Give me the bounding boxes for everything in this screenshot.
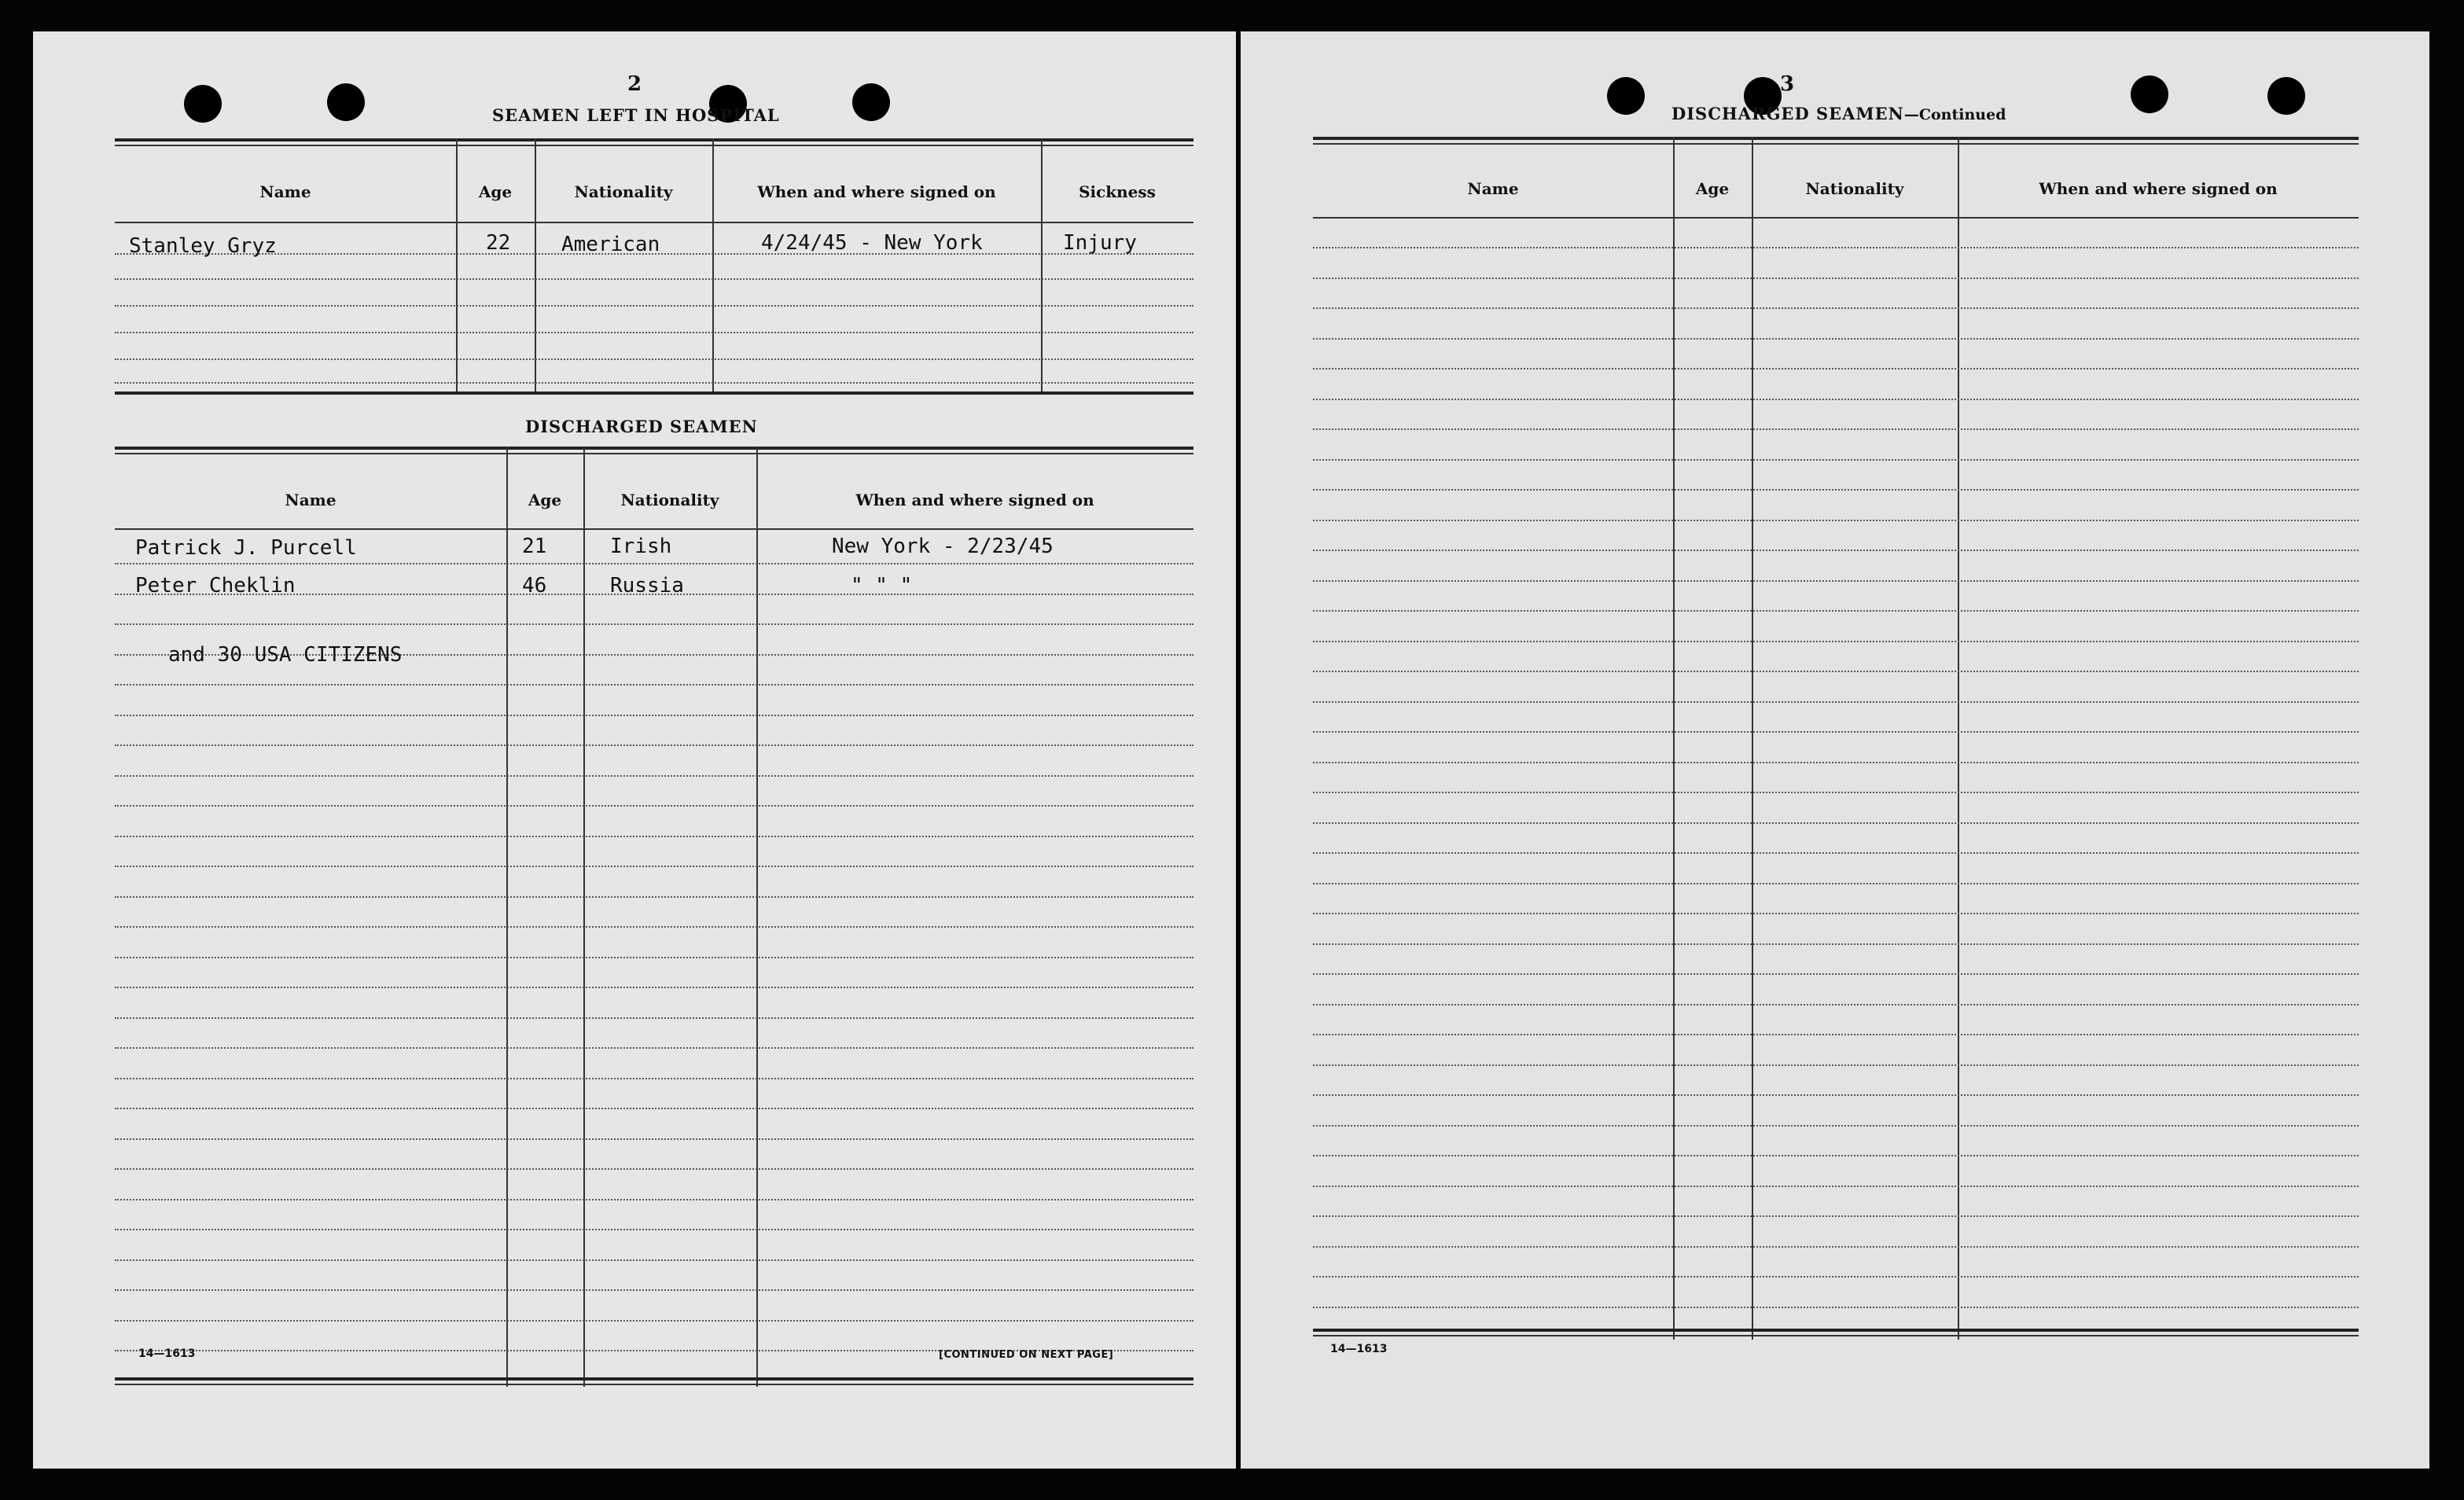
header-divider bbox=[115, 528, 1193, 530]
punch-hole bbox=[2267, 77, 2305, 115]
header-nationality: Nationality bbox=[1805, 179, 1904, 198]
row-line bbox=[115, 1199, 1193, 1200]
header-nationality: Nationality bbox=[620, 491, 719, 509]
row-line bbox=[115, 1108, 1193, 1109]
column-divider bbox=[456, 138, 458, 395]
header-nationality: Nationality bbox=[574, 182, 673, 201]
table-bottom-rule bbox=[115, 1377, 1193, 1381]
row-line bbox=[1313, 701, 2359, 703]
row-line bbox=[1313, 1064, 2359, 1066]
discharged-row-signed-on: New York - 2/23/45 bbox=[832, 535, 1054, 558]
row-line bbox=[115, 684, 1193, 686]
row-line bbox=[1313, 399, 2359, 400]
right-page bbox=[1241, 31, 2429, 1469]
row-line bbox=[115, 744, 1193, 746]
row-line bbox=[115, 987, 1193, 988]
header-age: Age bbox=[1695, 179, 1730, 198]
row-line bbox=[1313, 550, 2359, 551]
row-line bbox=[1313, 943, 2359, 945]
column-divider bbox=[583, 447, 585, 1387]
row-line bbox=[115, 926, 1193, 928]
hospital-row-age: 22 bbox=[486, 231, 511, 255]
punch-hole bbox=[1607, 77, 1645, 115]
row-line bbox=[115, 805, 1193, 807]
row-line bbox=[1313, 368, 2359, 369]
row-line bbox=[115, 1229, 1193, 1230]
row-line bbox=[1313, 1125, 2359, 1127]
row-line bbox=[1313, 489, 2359, 491]
column-divider bbox=[1958, 137, 1959, 1340]
table-top-rule bbox=[1313, 143, 2359, 145]
row-line bbox=[1313, 610, 2359, 612]
row-line bbox=[1313, 762, 2359, 763]
table-top-rule bbox=[115, 453, 1193, 454]
row-line bbox=[115, 1168, 1193, 1170]
column-divider bbox=[506, 447, 508, 1387]
row-line bbox=[115, 896, 1193, 898]
row-line bbox=[115, 775, 1193, 777]
row-line bbox=[1313, 913, 2359, 914]
row-line bbox=[1313, 1215, 2359, 1217]
row-line bbox=[1313, 1307, 2359, 1308]
column-divider bbox=[535, 138, 536, 395]
header-signed-on: When and where signed on bbox=[855, 491, 1094, 509]
row-line bbox=[1313, 883, 2359, 884]
discharged-row-age: 21 bbox=[522, 535, 547, 558]
hospital-row-sickness: Injury bbox=[1063, 231, 1137, 255]
left-page bbox=[33, 31, 1236, 1469]
column-divider bbox=[1041, 138, 1043, 395]
table-bottom-rule bbox=[115, 1384, 1193, 1385]
header-name: Name bbox=[259, 182, 311, 201]
discharged-note: and 30 USA CITIZENS bbox=[168, 643, 403, 667]
header-signed-on: When and where signed on bbox=[757, 182, 996, 201]
table-top-rule bbox=[115, 145, 1193, 146]
row-line bbox=[1313, 731, 2359, 733]
row-line bbox=[1313, 428, 2359, 430]
row-line bbox=[115, 1078, 1193, 1079]
column-divider bbox=[756, 447, 758, 1387]
discharged-continued-title bbox=[1671, 104, 2006, 123]
row-line bbox=[115, 332, 1193, 333]
row-line bbox=[1313, 580, 2359, 582]
row-line bbox=[115, 866, 1193, 867]
discharged-continued-table bbox=[1313, 137, 2359, 1340]
row-line bbox=[1313, 247, 2359, 248]
title-suffix: —Continued bbox=[1903, 106, 2006, 123]
row-line bbox=[1313, 1186, 2359, 1187]
table-bottom-rule bbox=[1313, 1335, 2359, 1336]
header-age: Age bbox=[528, 491, 562, 509]
punch-hole bbox=[327, 83, 365, 121]
header-name: Name bbox=[285, 491, 337, 509]
table-bottom-rule bbox=[115, 392, 1193, 395]
row-line bbox=[1313, 792, 2359, 793]
discharged-row-nationality: Irish bbox=[610, 535, 672, 558]
row-line bbox=[115, 957, 1193, 958]
row-line bbox=[1313, 278, 2359, 279]
discharged-row-name: Peter Cheklin bbox=[135, 574, 296, 597]
hospital-row-signed-on: 4/24/45 - New York bbox=[761, 231, 983, 255]
table-top-rule bbox=[115, 138, 1193, 142]
hospital-section-title: SEAMEN LEFT IN HOSPITAL bbox=[492, 105, 780, 125]
continued-note: [CONTINUED ON NEXT PAGE] bbox=[939, 1349, 1114, 1361]
punch-hole bbox=[184, 85, 222, 123]
header-divider bbox=[1313, 217, 2359, 219]
row-line bbox=[1313, 1276, 2359, 1278]
row-line bbox=[115, 1320, 1193, 1322]
page-number: 3 bbox=[1780, 72, 1795, 96]
header-sickness: Sickness bbox=[1079, 182, 1156, 201]
row-line bbox=[1313, 822, 2359, 824]
table-top-rule bbox=[115, 447, 1193, 450]
table-bottom-rule bbox=[1313, 1329, 2359, 1332]
row-line bbox=[115, 1289, 1193, 1291]
header-divider bbox=[115, 222, 1193, 223]
hospital-row-name: Stanley Gryz bbox=[129, 234, 277, 258]
row-line bbox=[115, 1138, 1193, 1140]
column-divider bbox=[1752, 137, 1753, 1340]
table-top-rule bbox=[1313, 137, 2359, 140]
hospital-row-nationality: American bbox=[561, 233, 660, 256]
discharged-row-age: 46 bbox=[522, 574, 547, 597]
form-number: 14—1613 bbox=[1330, 1343, 1388, 1355]
row-line bbox=[1313, 671, 2359, 672]
row-line bbox=[1313, 338, 2359, 340]
header-name: Name bbox=[1467, 179, 1519, 198]
row-line bbox=[115, 278, 1193, 280]
row-line bbox=[1313, 852, 2359, 854]
row-line bbox=[115, 1047, 1193, 1049]
row-line bbox=[115, 1259, 1193, 1261]
row-line bbox=[1313, 1246, 2359, 1248]
row-line bbox=[1313, 1094, 2359, 1096]
punch-hole bbox=[852, 83, 890, 121]
row-line bbox=[1313, 1034, 2359, 1035]
hospital-table bbox=[115, 138, 1193, 395]
discharged-section-title: DISCHARGED SEAMEN bbox=[525, 417, 758, 436]
row-line bbox=[1313, 1004, 2359, 1006]
header-age: Age bbox=[478, 182, 513, 201]
form-number: 14—1613 bbox=[138, 1347, 196, 1360]
row-line bbox=[115, 1017, 1193, 1019]
row-line bbox=[1313, 520, 2359, 521]
row-line bbox=[115, 836, 1193, 837]
punch-hole bbox=[2131, 75, 2168, 113]
discharged-row-nationality: Russia bbox=[610, 574, 684, 597]
column-divider bbox=[712, 138, 714, 395]
row-line bbox=[115, 382, 1193, 384]
discharged-row-signed-on: " " " bbox=[851, 574, 913, 597]
row-line bbox=[115, 715, 1193, 716]
discharged-table bbox=[115, 447, 1193, 1387]
row-line bbox=[1313, 641, 2359, 642]
page-number: 2 bbox=[627, 72, 642, 96]
discharged-row-name: Patrick J. Purcell bbox=[135, 536, 357, 560]
row-line bbox=[115, 305, 1193, 307]
row-line bbox=[1313, 1155, 2359, 1156]
row-line bbox=[115, 563, 1193, 564]
row-line bbox=[1313, 459, 2359, 461]
row-line bbox=[115, 358, 1193, 360]
row-line bbox=[1313, 973, 2359, 975]
title-text: DISCHARGED SEAMEN bbox=[1671, 104, 1904, 123]
column-divider bbox=[1673, 137, 1675, 1340]
row-line bbox=[1313, 307, 2359, 309]
row-line bbox=[115, 623, 1193, 625]
header-signed-on: When and where signed on bbox=[2039, 179, 2278, 198]
